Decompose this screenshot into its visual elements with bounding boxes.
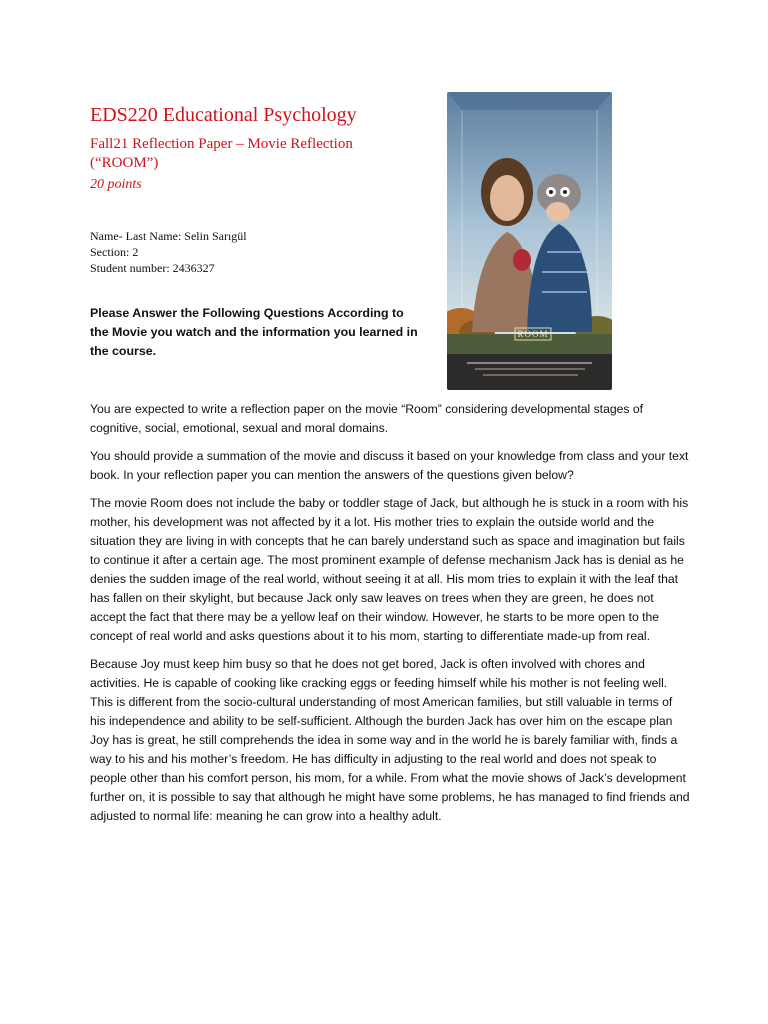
poster-title: ROOM	[517, 329, 549, 339]
poster-illustration	[447, 92, 612, 390]
title-block	[90, 104, 430, 193]
student-name: Name- Last Name: Selin Sarıgül	[90, 229, 247, 243]
student-info	[90, 228, 247, 276]
question-prompt: Please Answer the Following Questions According to the Movie you watch and the information you learned in the course.	[90, 306, 418, 358]
student-number: Student number: 2436327	[90, 261, 215, 275]
paragraph-reflection-2: Because Joy must keep him busy so that he does not get bored, Jack is often involved with chores and activities. He is capable of cooking like cracking eggs or feeding himself while his mother is not feeling well. This is different from the socio-cultural understanding of most American families, but still valuable in terms of his independence and ability to be self-sufficient. Although the burden Jack has over him on the escape plan Joy has is great, he still comprehends the idea in some way and in the world he is barely familiar with, finds a way to his and his mother’s freedom. He has difficulty in adjusting to the real world and does not speak to people other than his comfort person, his mom, for a while. From what the movie shows of Jack’s development further on, it is possible to say that although he might have some problems, he has managed to find friends and adjusted to normal life: meaning he can grow into a healthy adult.	[90, 657, 690, 823]
assignment-subtitle: Fall21 Reflection Paper – Movie Reflection (“ROOM”)	[90, 136, 353, 171]
movie-poster	[447, 92, 612, 390]
paragraph-reflection-1: The movie Room does not include the baby or toddler stage of Jack, but although he is stuck in a room with his mother, his development was not affected by it a lot. His mother tries to explain the outside world and the situation they are living in with concepts that he can barely understand such as space and imagination but fails to continue it after a certain age. The most prominent example of defense mechanism Jack has is denial as he denies the sudden image of the real world, without seeing it at all. His mom tries to explain it with the leaf that has fallen on their skylight, but because Jack only saw leaves on trees when they are green, he does not accept the fact that there may be a yellow leaf on their window. However, he starts to be more open to the concept of real world and asks questions about it to his mom, starting to differentiate made-up from real.	[90, 496, 689, 643]
student-section: Section: 2	[90, 245, 139, 259]
points-label: 20 points	[90, 177, 142, 192]
paragraph-instructions: You should provide a summation of the movie and discuss it based on your knowledge from class and your text book. In your reflection paper you can mention the answers of the questions given below?	[90, 449, 689, 482]
paragraph-intro: You are expected to write a reflection paper on the movie “Room” considering developmental stages of cognitive, social, emotional, sexual and moral domains.	[90, 402, 644, 435]
course-title: EDS220 Educational Psychology	[90, 104, 357, 126]
reflection-body	[90, 400, 690, 835]
